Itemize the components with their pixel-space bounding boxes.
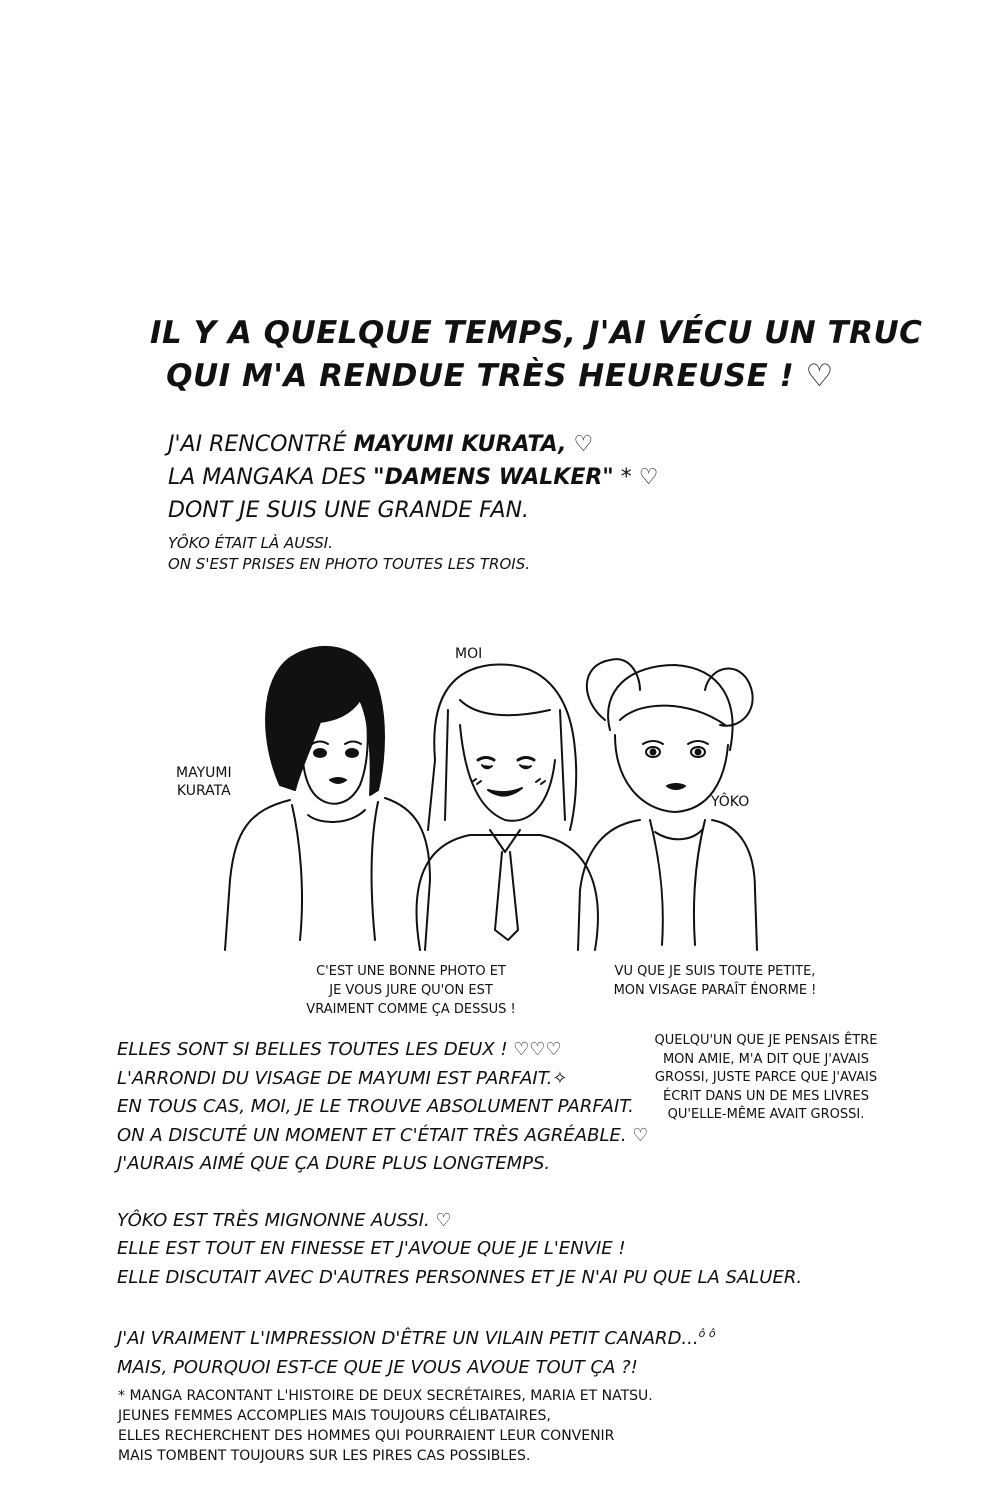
manga-title: "DAMENS WALKER" xyxy=(373,465,614,490)
author-name: MAYUMI KURATA, xyxy=(353,432,567,457)
caption-right xyxy=(600,962,830,1000)
moi-drawing xyxy=(417,664,598,950)
side-note xyxy=(646,1032,886,1125)
label-moi xyxy=(455,645,482,663)
side-note-line-5: QU'ELLE-MÊME AVAIT GROSSI. xyxy=(667,1107,865,1122)
footnote-line-4: MAIS TOMBENT TOUJOURS SUR LES PIRES CAS POSSIBLES. xyxy=(118,1448,531,1464)
spacer xyxy=(117,1292,802,1320)
footnote-line-1: * MANGA RACONTANT L'HISTOIRE DE DEUX SECRÉTAIRES, MARIA ET NATSU. xyxy=(118,1388,653,1404)
body-p3-line-2: MAIS, POURQUOI EST-CE QUE JE VOUS AVOUE TOUT ÇA ?! xyxy=(117,1356,638,1378)
title-line-1: IL Y A QUELQUE TEMPS, J'AI VÉCU UN TRUC xyxy=(150,315,923,351)
three-women-illustration xyxy=(220,640,760,955)
intro-small-1: YÔKO ÉTAIT LÀ AUSSI. xyxy=(168,534,333,552)
label-yoko-text: YÔKO xyxy=(711,794,750,810)
caption-left-line-3: VRAIMENT COMME ÇA DESSUS ! xyxy=(306,1002,516,1017)
caption-right-line-2: MON VISAGE PARAÎT ÉNORME ! xyxy=(613,983,817,998)
intro-line-2-c: * ♡ xyxy=(613,465,659,490)
footnote-line-3: ELLES RECHERCHENT DES HOMMES QUI POURRAIENT LEUR CONVENIR xyxy=(118,1428,615,1444)
caption-right-line-1: VU QUE JE SUIS TOUTE PETITE, xyxy=(614,964,816,979)
body-p1-line-3: EN TOUS CAS, MOI, JE LE TROUVE ABSOLUMENT PARFAIT. xyxy=(117,1096,634,1117)
intro-line-1-c: ♡ xyxy=(566,432,594,457)
side-note-line-4: ÉCRIT DANS UN DE MES LIVRES xyxy=(662,1088,870,1104)
label-mayumi-line-1: MAYUMI xyxy=(176,765,232,781)
intro-line-1-a: J'AI RENCONTRÉ xyxy=(168,432,354,457)
intro-line-1 xyxy=(168,428,658,461)
body-p3-line-1-text: J'AI VRAIMENT L'IMPRESSION D'ÊTRE UN VILAIN PETIT CANARD... xyxy=(117,1328,699,1349)
body-p1-line-2: L'ARRONDI DU VISAGE DE MAYUMI EST PARFAIT.✧ xyxy=(117,1067,568,1089)
body-p1-line-4: ON A DISCUTÉ UN MOMENT ET C'ÉTAIT TRÈS AGRÉABLE. ♡ xyxy=(117,1124,649,1146)
caption-left xyxy=(296,962,526,1019)
footnote xyxy=(118,1386,653,1466)
body-p2-line-2: ELLE EST TOUT EN FINESSE ET J'AVOUE QUE JE L'ENVIE ! xyxy=(117,1238,626,1259)
intro-line-2-a: LA MANGAKA DES xyxy=(168,465,374,490)
body-p3-line-1 xyxy=(117,1320,802,1354)
caption-left-line-1: C'EST UNE BONNE PHOTO ET xyxy=(316,964,506,979)
sweat-drops-icon: ô ô xyxy=(698,1327,716,1340)
label-mayumi xyxy=(176,764,232,800)
label-yoko xyxy=(711,793,749,811)
caption-left-line-2: JE VOUS JURE QU'ON EST xyxy=(329,983,493,998)
title-line-2: QUI M'A RENDUE TRÈS HEUREUSE ! ♡ xyxy=(166,358,834,394)
intro-text xyxy=(168,428,658,575)
label-mayumi-line-2: KURATA xyxy=(176,783,231,799)
intro-line-2 xyxy=(168,461,658,494)
side-note-line-1: QUELQU'UN QUE JE PENSAIS ÊTRE xyxy=(654,1033,878,1048)
footnote-line-2: JEUNES FEMMES ACCOMPLIES MAIS TOUJOURS CÉLIBATAIRES, xyxy=(118,1408,551,1424)
body-p1-line-5: J'AURAIS AIMÉ QUE ÇA DURE PLUS LONGTEMPS. xyxy=(117,1153,551,1174)
page-title xyxy=(150,312,923,398)
intro-small-2: ON S'EST PRISES EN PHOTO TOUTES LES TROIS. xyxy=(168,555,530,573)
spacer xyxy=(117,1179,802,1207)
body-p2-line-3: ELLE DISCUTAIT AVEC D'AUTRES PERSONNES ET JE N'AI PU QUE LA SALUER. xyxy=(117,1266,803,1288)
body-p1-line-1: ELLES SONT SI BELLES TOUTES LES DEUX ! ♡♡♡ xyxy=(117,1039,562,1060)
body-p2-line-1: YÔKO EST TRÈS MIGNONNE AUSSI. ♡ xyxy=(117,1209,452,1231)
mayumi-drawing xyxy=(225,647,430,950)
intro-line-3: DONT JE SUIS UNE GRANDE FAN. xyxy=(168,498,530,523)
side-note-line-3: GROSSI, JUSTE PARCE QUE J'AVAIS xyxy=(654,1070,878,1085)
label-moi-text: MOI xyxy=(455,646,483,662)
side-note-line-2: MON AMIE, M'A DIT QUE J'AVAIS xyxy=(662,1051,870,1067)
